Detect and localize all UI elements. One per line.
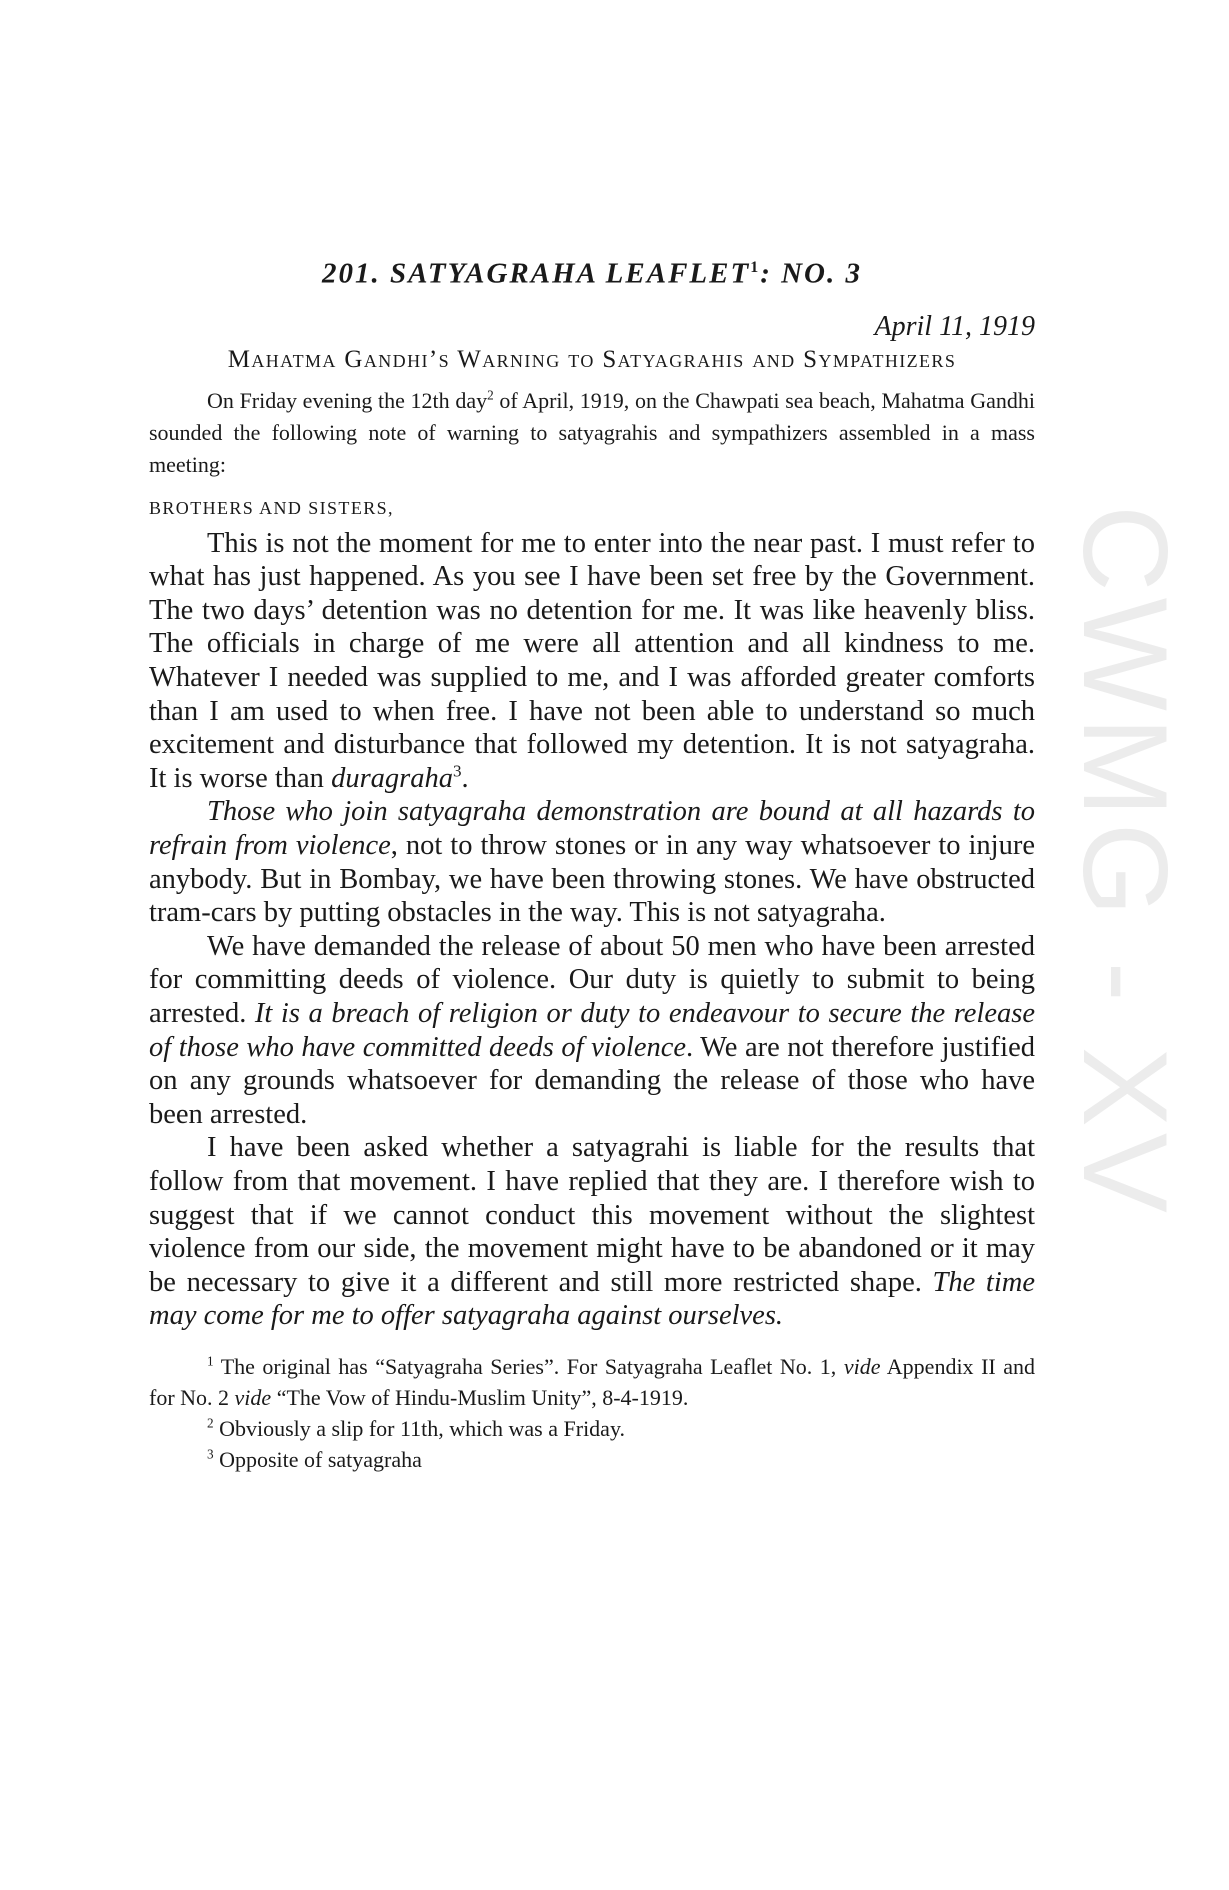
- paragraph-1: [149, 527, 1035, 796]
- paragraph-1-text: This is not the moment for me to enter into the near past. I must refer to what has just happened. As you see I have been set free by the Government. The two days’ detention was no detention for me. It was like heavenly bliss. The officials in charge of me were all attention and all kindness to me. Whatever I needed was supplied to me, and I was afforded greater comforts than I am used to when free. I have not been able to understand so much excitement and disturbance that followed my detention. It is not satyagraha. It is worse than: [149, 527, 1035, 794]
- footnote-1: [149, 1351, 1035, 1413]
- paragraph-3-text-2: . We are not therefore justified on any grounds whatsoever for demanding the release of those who have been arrested.: [149, 1031, 1035, 1130]
- footnote-2-mark: 2: [207, 1415, 214, 1431]
- paragraph-1-italic: duragraha: [331, 762, 453, 794]
- footnote-2: [149, 1413, 1035, 1444]
- footnote-1-vide-2: vide: [234, 1384, 272, 1410]
- document-title: [149, 250, 1035, 292]
- footnote-2-text: Obviously a slip for 11th, which was a Friday.: [213, 1415, 626, 1441]
- footnotes: [149, 1351, 1035, 1475]
- paragraph-3-italic: It is a breach of religion or duty to endeavour to secure the release of those who have committed deeds of violence: [149, 997, 1035, 1063]
- footnote-3: [149, 1444, 1035, 1475]
- paragraph-4-italic: The time may come for me to offer satyagraha against ourselves.: [149, 1266, 1036, 1332]
- paragraph-2-italic: Those who join satyagraha demonstration are bound at all hazards to refrain from violence: [149, 796, 1035, 861]
- footnote-1-text-1: The original has “Satyagraha Series”. For Satyagraha Leaflet No. 1,: [213, 1353, 844, 1379]
- salutation: BROTHERS AND SISTERS,: [149, 497, 394, 518]
- footnote-1-vide-1: vide: [843, 1353, 881, 1379]
- paragraph-2: [149, 795, 1035, 929]
- intro-paragraph: [149, 385, 1035, 481]
- intro-text-1: On Friday evening the 12th day: [207, 387, 488, 413]
- footnote-1-text-2: Appendix II and for No. 2: [149, 1353, 1035, 1410]
- document-date: April 11, 1919: [874, 310, 1035, 342]
- footnote-1-mark: 1: [207, 1353, 214, 1369]
- paragraph-3: [149, 930, 1035, 1132]
- paragraph-1-end: .: [461, 762, 469, 794]
- footnote-3-text: Opposite of satyagraha: [213, 1446, 422, 1472]
- footnote-1-text-3: “The Vow of Hindu-Muslim Unity”, 8-4-1919.: [271, 1384, 689, 1410]
- watermark-text: CWMG - XV: [1058, 505, 1192, 1219]
- document-page: [149, 250, 1035, 1475]
- title-suffix: : NO. 3: [760, 257, 862, 290]
- intro-text-2: of April, 1919, on the Chawpati sea beach, Mahatma Gandhi sounded the following note of warning to satyagrahis and sympathizers assembled in a mass meeting:: [149, 387, 1035, 477]
- footnote-3-mark: 3: [207, 1446, 214, 1462]
- paragraph-3-text-1: We have demanded the release of about 50 men who have been arrested for committing deeds of violence. Our duty is quietly to submit to being arrested.: [149, 930, 1035, 1029]
- paragraph-2-text: , not to throw stones or in any way whatsoever to injure anybody. But in Bombay, we have been throwing stones. We have obstructed tram-cars by putting obstacles in the way. This is not satyagraha.: [149, 830, 1035, 929]
- paragraph-4: [149, 1131, 1035, 1333]
- title-footnote-mark: 1: [750, 259, 761, 276]
- title-text: 201. SATYAGRAHA LEAFLET: [322, 257, 751, 290]
- intro-footnote-mark: 2: [487, 387, 494, 403]
- paragraph-4-text: I have been asked whether a satyagrahi is liable for the results that follow from that movement. I have replied that they are. I therefore wish to suggest that if we cannot conduct this movement without the slightest violence from our side, the movement might have to be abandoned or it may be necessary to give it a different and still more restricted shape.: [149, 1132, 1035, 1298]
- paragraph-1-footnote-mark: 3: [453, 761, 462, 781]
- document-subheading: Mahatma Gandhi’s Warning to Satyagrahis and Sympathizers: [227, 345, 957, 373]
- watermark: [1060, 505, 1190, 1405]
